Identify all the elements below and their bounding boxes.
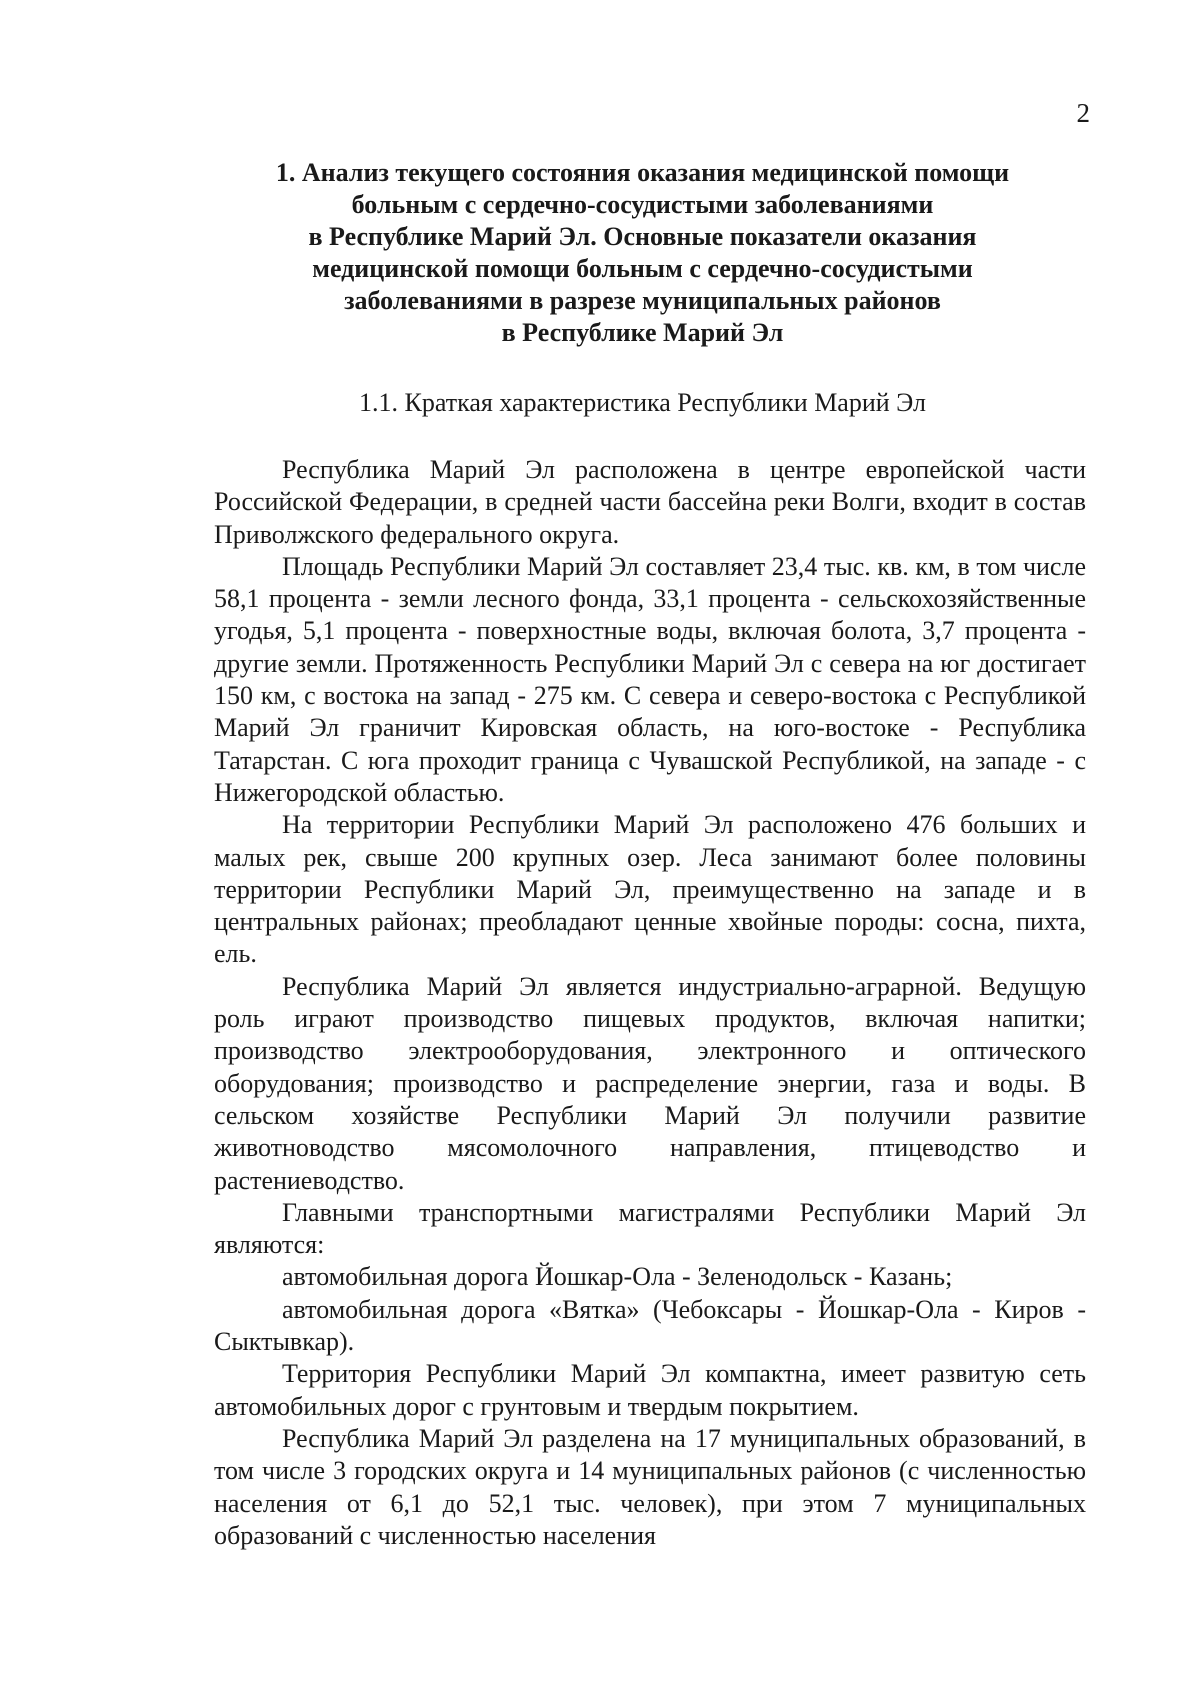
paragraph: На территории Республики Марий Эл расположено 476 больших и малых рек, свыше 200 крупных озер. Леса занимают более половины территории Республики Марий Эл, преимущественно на западе и в центральных районах; преобладают ценные хвойные породы: сосна, пихта, ель. bbox=[214, 810, 1086, 969]
paragraph: Территория Республики Марий Эл компактна, имеет развитую сеть автомобильных дорог с грунтовым и твердым покрытием. bbox=[214, 1359, 1086, 1421]
paragraph: Республика Марий Эл разделена на 17 муниципальных образований, в том числе 3 городских округа и 14 муниципальных районов (с численностью населения от 6,1 до 52,1 тыс. человек), при этом 7 муниципальных образований с численностью населения bbox=[214, 1423, 1086, 1550]
section-title-line: больным с сердечно-сосудистыми заболеваниями bbox=[351, 190, 934, 219]
paragraph: Республика Марий Эл является индустриально-аграрной. Ведущую роль играют производство пищевых продуктов, включая напитки; производство электрооборудования, электронного и оптического оборудования; производство и распределение энергии, газа и воды. В сельском хозяйстве Республики Марий Эл получили развитие животноводство мясомолочного направления, птицеводство и растениеводство. bbox=[214, 971, 1086, 1195]
body-text bbox=[214, 454, 1086, 1552]
section-title-line: в Республике Марий Эл. Основные показатели оказания bbox=[308, 222, 977, 251]
section-title bbox=[200, 157, 1085, 349]
list-item: автомобильная дорога Йошкар-Ола - Зеленодольск - Казань; bbox=[282, 1262, 953, 1292]
list-item: автомобильная дорога «Вятка» (Чебоксары - Йошкар-Ола - Киров - Сыктывкар). bbox=[214, 1294, 1086, 1357]
section-title-line: 1. Анализ текущего состояния оказания медицинской помощи bbox=[275, 158, 1010, 187]
paragraph: Главными транспортными магистралями Республики Марий Эл являются: bbox=[214, 1197, 1086, 1260]
page-number: 2 bbox=[1076, 98, 1090, 128]
subsection-title: 1.1. Краткая характеристика Республики Марий Эл bbox=[359, 388, 926, 417]
section-title-line: заболеваниями в разрезе муниципальных районов bbox=[344, 286, 941, 315]
section-title-line: медицинской помощи больным с сердечно-сосудистыми bbox=[312, 254, 973, 283]
paragraph: Площадь Республики Марий Эл составляет 23,4 тыс. кв. км, в том числе 58,1 процента - земли лесного фонда, 33,1 процента - сельскохозяйственные угодья, 5,1 процента - поверхностные воды, включая болота, 3,7 процента - другие земли. Протяженность Республики Марий Эл с севера на юг достигает 150 км, с востока на запад - 275 км. С севера и северо-востока с Республикой Марий Эл граничит Кировская область, на юго-востоке - Республика Татарстан. С юга проходит граница с Чувашской Республикой, на западе - с Нижегородской областью. bbox=[214, 551, 1086, 807]
paragraph: Республика Марий Эл расположена в центре европейской части Российской Федерации, в средней части бассейна реки Волги, входит в состав Приволжского федерального округа. bbox=[214, 455, 1086, 549]
section-title-line: в Республике Марий Эл bbox=[501, 318, 784, 347]
